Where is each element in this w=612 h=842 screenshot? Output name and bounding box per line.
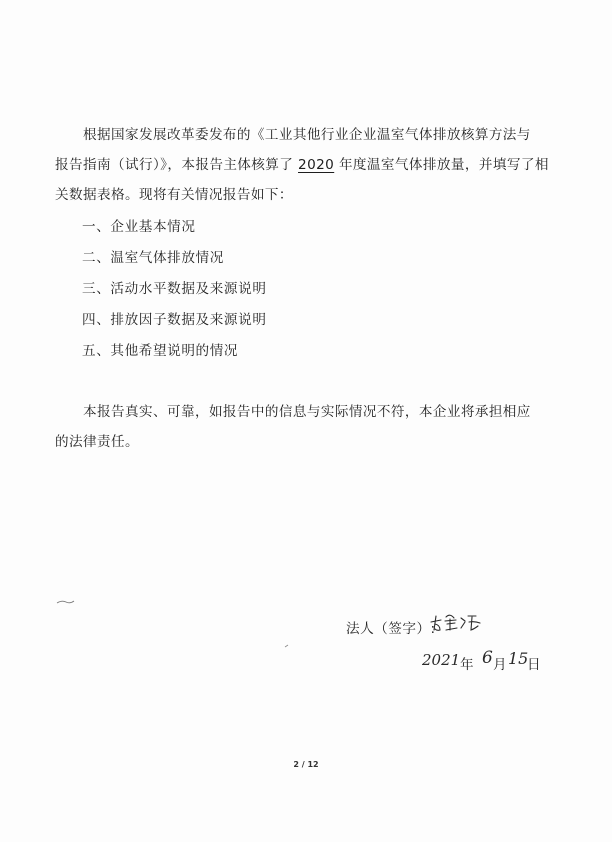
declaration-line-2: 的法律责任。	[55, 434, 139, 450]
intro-line-1: 根据国家发展改革委发布的《工业其他行业企业温室气体排放核算方法与	[83, 127, 531, 143]
declaration-paragraph	[55, 397, 550, 457]
scan-mark	[56, 598, 76, 606]
reporting-year: 2020	[298, 157, 335, 173]
section-item: 三、活动水平数据及来源说明	[82, 281, 267, 297]
intro-line-3: 关数据表格。现将有关情况报告如下：	[55, 187, 293, 203]
intro-line-2	[55, 150, 550, 180]
date-day-handwritten: 15	[508, 649, 529, 668]
date-month-char: 月	[493, 657, 507, 673]
signature-date	[420, 648, 550, 676]
intro-line-2-before: 报告指南（试行）》，本报告主体核算了	[55, 157, 299, 173]
section-item: 四、排放因子数据及来源说明	[82, 312, 267, 328]
date-day-char: 日	[527, 657, 541, 673]
intro-paragraph	[55, 120, 550, 210]
section-item: 一、企业基本情况	[82, 219, 196, 235]
section-item: 五、其他希望说明的情况	[82, 343, 239, 359]
date-year-handwritten: 2021	[422, 651, 461, 669]
declaration-line-1: 本报告真实、可靠，如报告中的信息与实际情况不符，本企业将承担相应	[83, 404, 531, 420]
page-number: 2 / 12	[293, 760, 319, 769]
date-year-char: 年	[460, 657, 474, 673]
scan-mark	[284, 643, 290, 649]
section-item: 二、温室气体排放情况	[82, 250, 224, 266]
section-list	[82, 212, 267, 367]
handwritten-signature	[428, 608, 488, 636]
intro-line-2-after: 年度温室气体排放量，并填写了相	[334, 157, 549, 173]
date-month-handwritten: 6	[482, 648, 493, 668]
signature-label: 法人（签字）:	[346, 621, 436, 637]
